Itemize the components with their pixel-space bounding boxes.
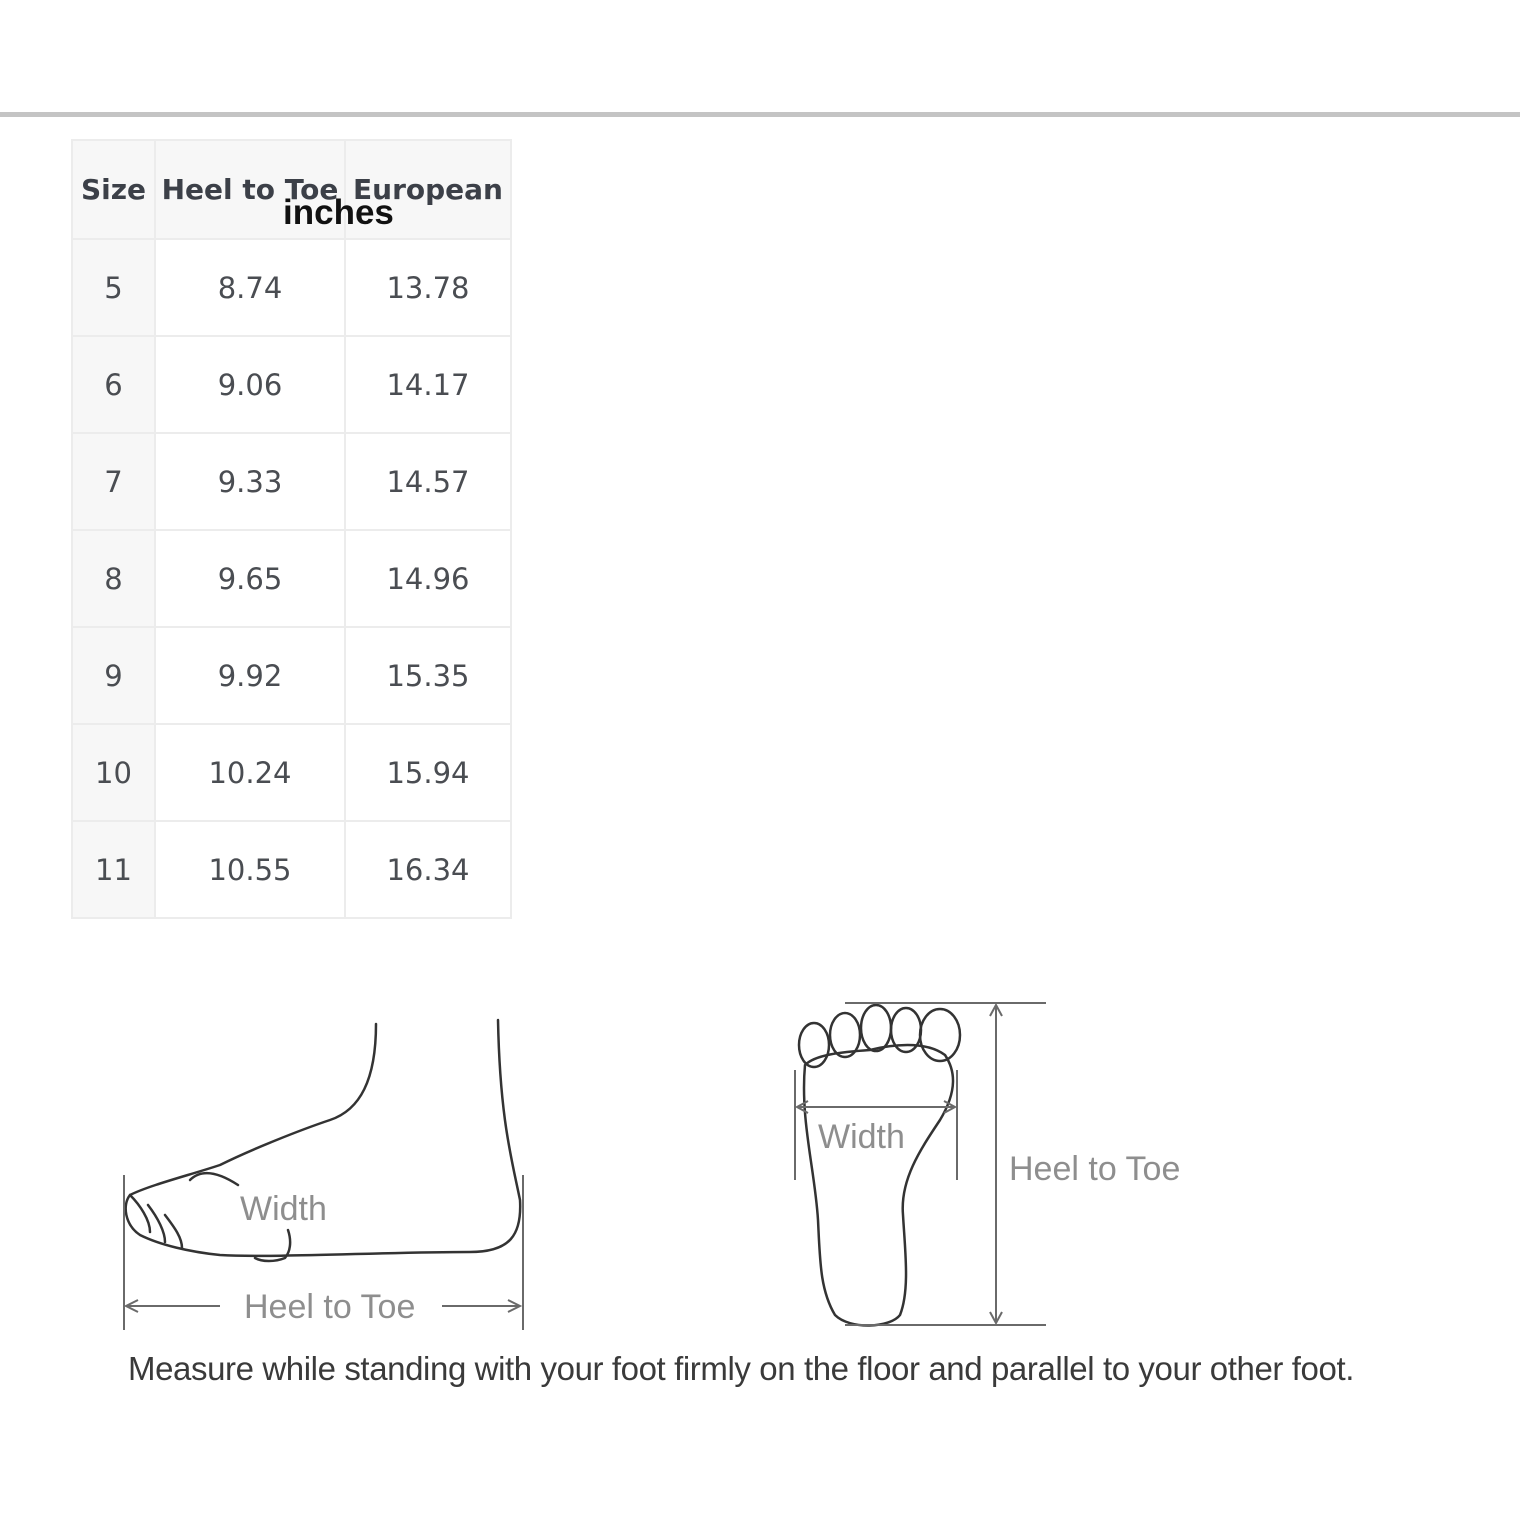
size-cell: 11 — [72, 821, 155, 918]
heel-to-toe-cell: 8.74 — [155, 239, 345, 336]
unit-note-inches: inches — [283, 193, 394, 232]
heel-to-toe-cell: 9.33 — [155, 433, 345, 530]
table-row — [72, 239, 511, 336]
header-size: Size — [72, 140, 155, 239]
european-cell: 13.78 — [345, 239, 511, 336]
heel-to-toe-cell: 9.65 — [155, 530, 345, 627]
european-cell: 14.17 — [345, 336, 511, 433]
table-row — [72, 433, 511, 530]
measurement-instruction: Measure while standing with your foot firmly on the floor and parallel to your other foot. — [128, 1350, 1354, 1387]
table-row — [72, 336, 511, 433]
size-cell: 10 — [72, 724, 155, 821]
heel-to-toe-cell: 10.24 — [155, 724, 345, 821]
side-width-label: Width — [240, 1190, 327, 1228]
size-chart-table — [71, 139, 512, 919]
sole-foot-illustration — [799, 1005, 960, 1326]
sole-width-label: Width — [818, 1118, 905, 1156]
size-cell: 5 — [72, 239, 155, 336]
european-cell: 15.94 — [345, 724, 511, 821]
european-cell: 15.35 — [345, 627, 511, 724]
european-cell: 14.96 — [345, 530, 511, 627]
sole-heel-to-toe-label: Heel to Toe — [1009, 1150, 1181, 1188]
heel-to-toe-cell: 10.55 — [155, 821, 345, 918]
header-european: European — [345, 140, 511, 239]
foot-measurement-diagram — [0, 980, 1520, 1350]
table-row — [72, 724, 511, 821]
size-cell: 9 — [72, 627, 155, 724]
table-row — [72, 627, 511, 724]
size-cell: 8 — [72, 530, 155, 627]
heel-to-toe-cell: 9.92 — [155, 627, 345, 724]
header-heel-to-toe: Heel to Toe — [155, 140, 345, 239]
european-cell: 16.34 — [345, 821, 511, 918]
table-row — [72, 530, 511, 627]
top-divider — [0, 112, 1520, 117]
heel-to-toe-cell: 9.06 — [155, 336, 345, 433]
size-cell: 6 — [72, 336, 155, 433]
side-heel-to-toe-label: Heel to Toe — [244, 1288, 416, 1326]
european-cell: 14.57 — [345, 433, 511, 530]
table-row — [72, 821, 511, 918]
size-cell: 7 — [72, 433, 155, 530]
